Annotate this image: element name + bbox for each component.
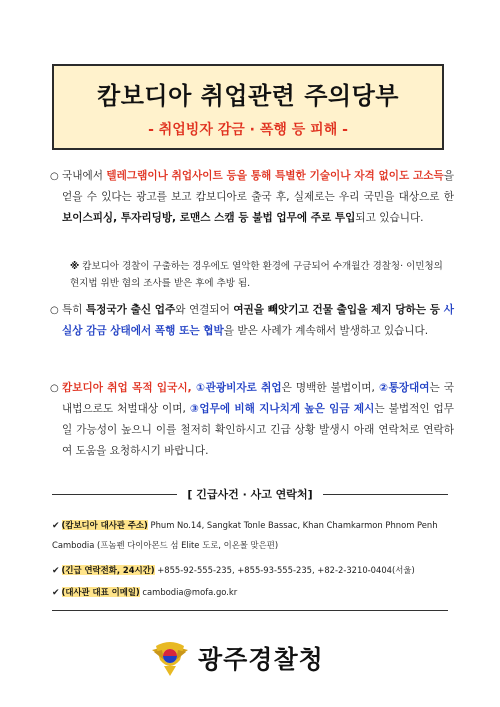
title-box xyxy=(52,64,444,150)
note-mark-icon: ※ xyxy=(70,261,80,272)
para2-highlight-blue: 사실상 감금 상태에서 폭행 또는 협박 xyxy=(62,304,454,337)
divider xyxy=(323,494,448,495)
para1-highlight-red: 텔레그램이나 취업사이트 등을 통해 특별한 기술이나 자격 없이도 고소득 xyxy=(106,170,444,182)
note xyxy=(70,258,450,292)
contact-section-header xyxy=(52,484,448,504)
contact-label: (캄보디아 대사관 주소) xyxy=(61,520,148,530)
para1-bold: 보이스피싱, 투자리딩방, 로맨스 스캠 등 불법 업무에 주로 투입 xyxy=(62,212,356,224)
para2-text-1: 특히 xyxy=(62,304,86,316)
check-icon: ✔ xyxy=(52,521,60,531)
para1-text-2: 을 얻을 수 있다는 광고를 보고 캄보디아로 출국 후, 실제로는 우리 국민을 대상으로 한 xyxy=(62,170,454,203)
check-icon: ✔ xyxy=(52,566,60,576)
bullet-icon: ○ xyxy=(50,171,59,182)
para2-bold-2: 여권을 빼앗기고 건물 출입을 제지 당하는 등 xyxy=(233,304,444,316)
para2-text-3: 을 받은 사례가 계속해서 발생하고 있습니다. xyxy=(223,325,429,337)
divider xyxy=(52,494,177,495)
contact-value: Phum No.14, Sangkat Tonle Bassac, Khan Chamkarmon Phnom Penh Cambodia (프놈펜 다이아몬드 섬 Elite 도로, 이온몰 맞은편) xyxy=(52,520,438,550)
organization-name: 광주경찰청 xyxy=(198,645,324,674)
contact-value: cambodia@mofa.go.kr xyxy=(139,587,238,597)
paragraph-2 xyxy=(50,300,454,342)
footer xyxy=(150,636,324,680)
contact-value: +855-92-555-235, +855-93-555-235, +82-2-3210-0404(서울) xyxy=(154,565,415,575)
para3-highlight-red: 캄보디아 취업 목적 입국시, xyxy=(62,382,196,394)
para3-blue-3: ③업무에 비해 지나치게 높은 임금 제시 xyxy=(189,403,375,415)
contact-label: (대사관 대표 이메일) xyxy=(61,587,140,597)
para2-text-2: 와 연결되어 xyxy=(175,304,234,316)
bullet-icon: ○ xyxy=(50,383,59,394)
page-subtitle: - 취업빙자 감금 · 폭행 등 피해 - xyxy=(148,122,348,138)
paragraph-3 xyxy=(50,378,454,462)
bullet-icon: ○ xyxy=(50,305,59,316)
para3-text-3: 는 불법적인 업무일 가능성이 높으니 이를 철저히 확인하시고 긴급 상황 발생시 아래 연락처로 연락하여 도움을 요청하시기 바랍니다. xyxy=(62,403,454,457)
contact-label: (긴급 연락전화, 24시간) xyxy=(61,565,155,575)
contact-section-title: [ 긴급사건 · 사고 연락처] xyxy=(187,488,313,501)
contact-item-phone xyxy=(52,561,452,581)
page-title: 캄보디아 취업관련 주의당부 xyxy=(97,82,399,110)
para3-blue-1: ①관광비자로 취업 xyxy=(195,382,282,394)
para3-blue-2: ②통장대여 xyxy=(378,382,430,394)
note-text: 캄보디아 경찰이 구출하는 경우에도 열악한 환경에 구금되어 수개월간 경찰청· 이민청의 현지법 위반 혐의 조사를 받은 후에 추방 됨. xyxy=(70,261,443,289)
contact-item-email xyxy=(52,583,452,603)
paragraph-1 xyxy=(50,166,454,229)
para1-text-3: 되고 있습니다. xyxy=(355,212,424,224)
para3-text-1: 은 명백한 불법이며, xyxy=(281,382,379,394)
police-emblem-icon xyxy=(150,638,190,678)
contact-item-address xyxy=(52,516,452,555)
para1-text-1: 국내에서 xyxy=(62,170,107,182)
para3-text-2: 는 국내법으로도 처벌대상 이며, xyxy=(62,382,454,415)
check-icon: ✔ xyxy=(52,588,60,598)
divider xyxy=(52,610,448,611)
para2-bold-1: 특정국가 출신 업주 xyxy=(85,304,176,316)
